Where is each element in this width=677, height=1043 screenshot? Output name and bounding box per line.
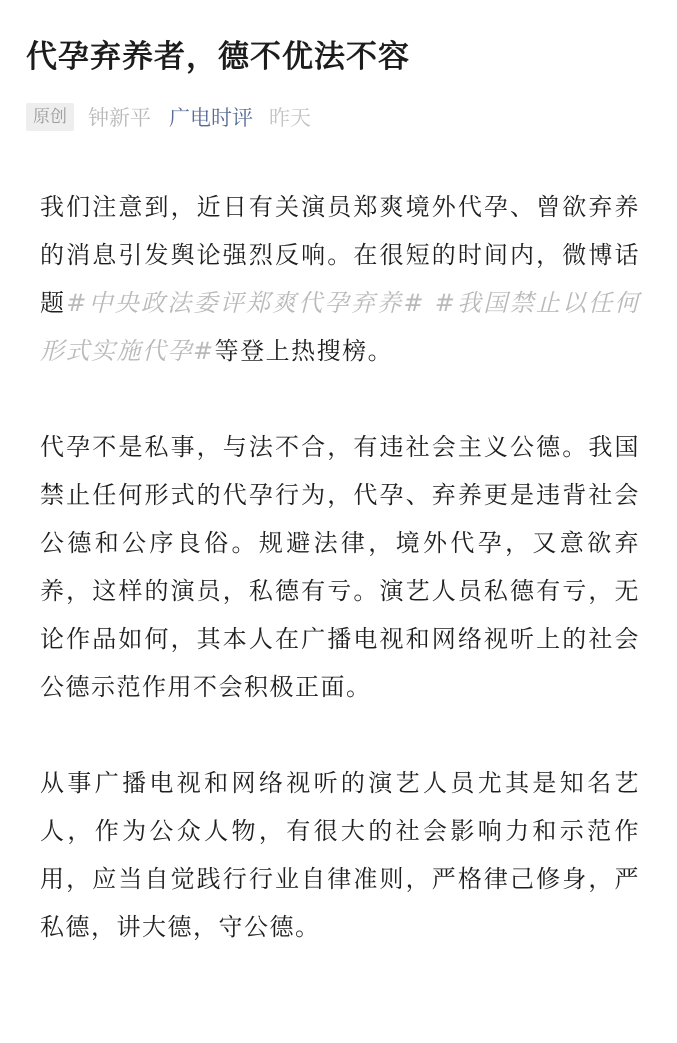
paragraph-3: 从事广播电视和网络视听的演艺人员尤其是知名艺人，作为公众人物，有很大的社会影响力和示范作用，应当自觉践行行业自律准则，严格律己修身，严私德，讲大德，守公德。 — [40, 769, 640, 941]
paragraph-1 — [40, 183, 640, 375]
topic-link-2[interactable]: #我国禁止以任何形式实施代孕# — [40, 289, 641, 365]
paragraph-1-text-a: 我们注意到，近日有关演员郑爽境外代孕、曾欲弃养的消息引发舆论强烈反响。在很短的时间内，微博话题 — [40, 193, 640, 317]
article-title: 代孕弃养者，德不优法不容 — [26, 39, 410, 75]
account-link[interactable]: 广电时评 — [169, 106, 253, 130]
topic-link-1[interactable]: #中央政法委评郑爽代孕弃养# — [66, 289, 425, 317]
original-badge: 原创 — [26, 103, 74, 131]
article-body — [40, 183, 640, 951]
author-name: 钟新平 — [88, 106, 151, 130]
paragraph-2: 代孕不是私事，与法不合，有违社会主义公德。我国禁止任何形式的代孕行为，代孕、弃养更是违背社会公德和公序良俗。规避法律，境外代孕，又意欲弃养，这样的演员，私德有亏。演艺人员私德有亏，无论作品如何，其本人在广播电视和网络视听上的社会公德示范作用不会积极正面。 — [40, 433, 640, 701]
publish-date: 昨天 — [269, 106, 311, 130]
paragraph-1-text-b: 等登上热搜榜。 — [214, 337, 394, 365]
article-meta — [26, 100, 311, 134]
